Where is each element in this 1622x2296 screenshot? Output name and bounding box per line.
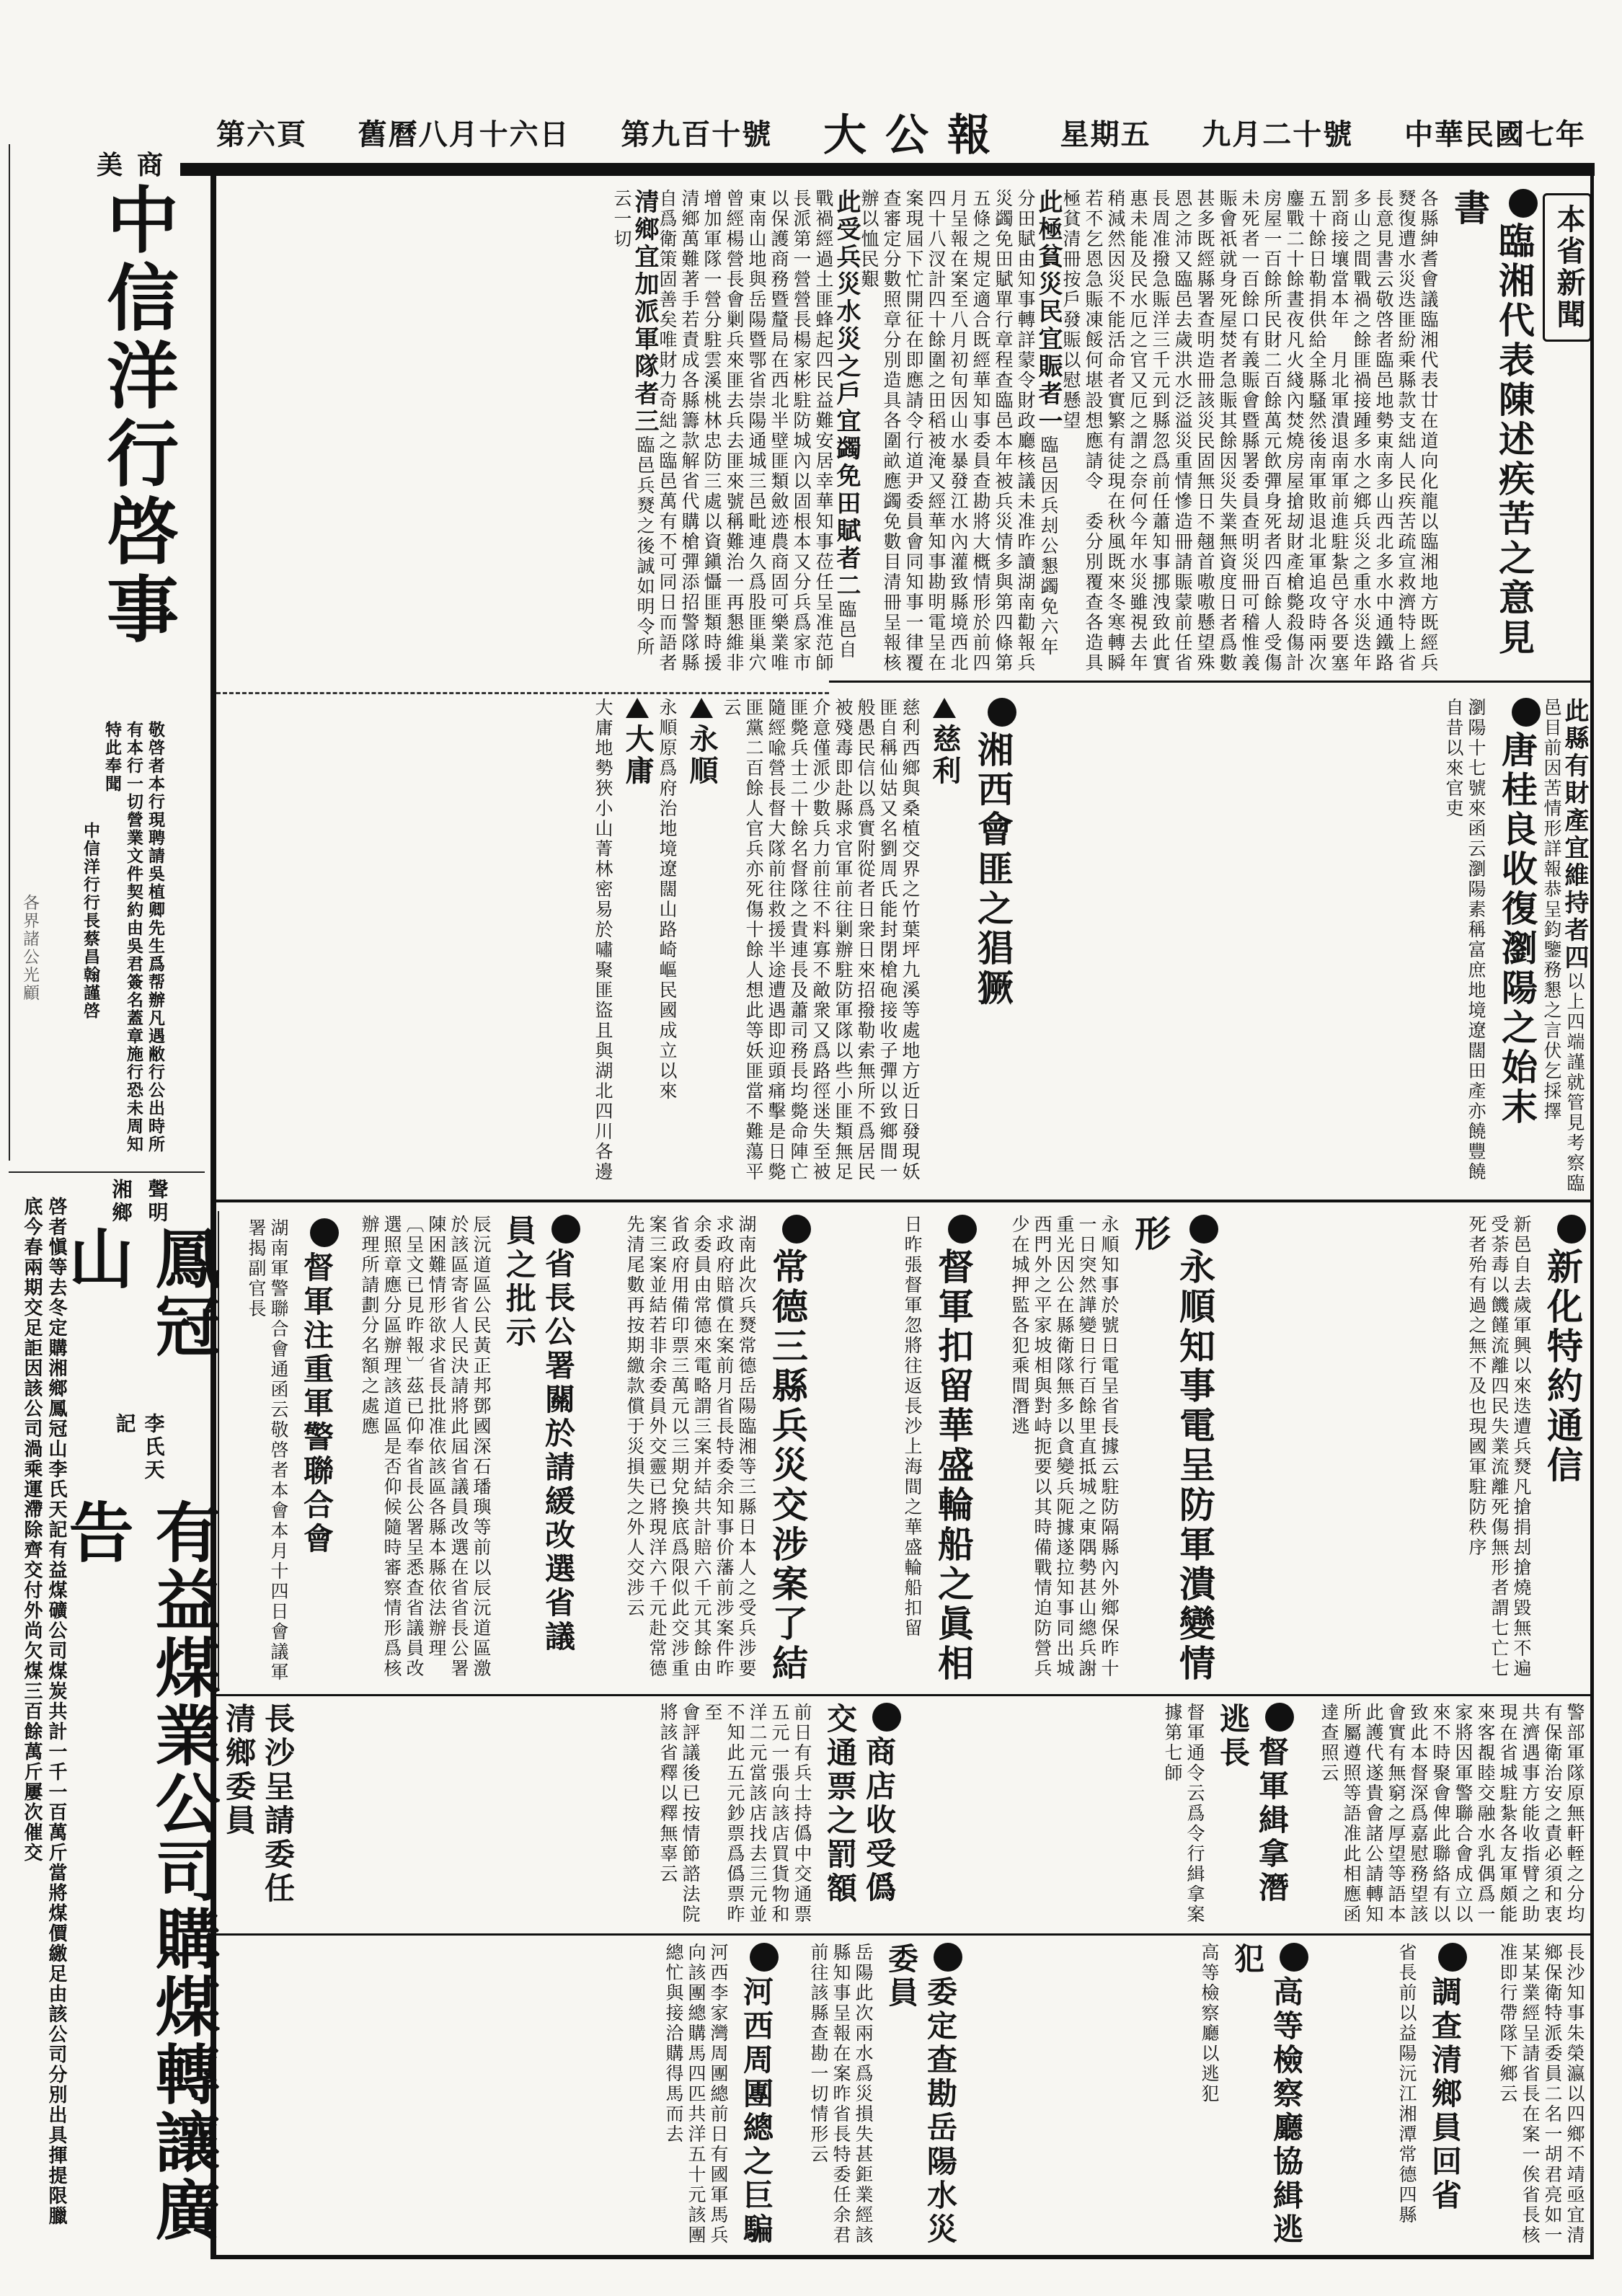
article-headline: 督軍注重軍警聯合會 (297, 1218, 339, 1683)
article-body: 高等檢察廳以逃犯 (1199, 1943, 1220, 2104)
bullet-icon (872, 1703, 901, 1732)
article-body: 慈利西鄉與桑植交界之竹葉坪九溪等處地方近日發現妖匪自稱仙姑又名劉周氏能封閉槍砲接收子彈以致鄉間一般愚民信以爲實附從者日衆日來招撥勒索無所不爲居民被殘毒即赴縣求官軍前往剿辦駐防軍隊以些小匪類無足介意僅派少數兵力前往不料寡不敵衆又爲路徑迷失至被匪斃兵士二十餘名督隊之貴連長及蕭司務長均斃命陣亡隨經喩營長督大隊前往救援半途遭遇即迎頭痛擊是日斃匪黨二百餘人官兵亦死傷十餘人想此等妖匪當不難蕩平云 (721, 698, 921, 1182)
article-gaodeng (966, 1943, 1308, 2251)
triangle-icon (626, 698, 649, 718)
article-linxiang (220, 189, 1538, 676)
article-subhead: 此極貧災民宜賑者一 (1034, 189, 1063, 435)
article-subhead: 此縣有財產宜維持者四 (1560, 698, 1589, 972)
article-huasheng (815, 1215, 977, 1687)
ad-tag-row (107, 1179, 172, 1225)
ad-title: 中信洋行啓事 (94, 182, 180, 650)
article-xiangxi (220, 698, 1016, 1195)
article-headline: 督軍緝拿潛逃長 (1213, 1703, 1294, 1928)
ad-title-2: 有益煤業公司購煤轉讓廣告 (57, 1499, 221, 2245)
article-headline: 督軍扣留華盛輪船之眞相 (931, 1215, 977, 1687)
weekday: 星期五 (1060, 117, 1151, 151)
article-subhead: 清鄉宜加派軍隊者三 (630, 189, 659, 435)
bullet-icon (1438, 1943, 1467, 1972)
article-changsha (218, 1703, 297, 1928)
article-headline: 臨湘代表陳述疾苦之意見書 (1447, 189, 1538, 676)
ad-title: 鳳冠山 (57, 1225, 221, 1360)
article-subhead: 此受兵災水災之戶宜蠲免田賦者二 (832, 189, 861, 600)
article-body: 臨邑因兵刦公懇蠲免六年分田賦由知事轉詳蒙令財政廳核議未准昨讀湖南勸報兵災蠲免田賦單行章程查臨邑本年被兵災情多與第四條第五條之規定適合既經華知事委員查勘將大概情形於前四月呈報在案至八月初旬因山水暴發江水內灌致縣境西北四十八汊計四十餘圍之田稻被淹又經華知事勘明電呈在案現屆下忙開征在即應請令行道尹委員會同知事一律覆查審定分數照章分別造具各圍畝應蠲免數目清冊呈報核辦以恤民艱 (859, 189, 1059, 673)
ad-place: 湘鄉 (109, 1179, 133, 1225)
article-tang (1024, 698, 1589, 1195)
bullet-icon (988, 698, 1016, 727)
ad-owner: 李氏天記 (112, 1413, 166, 1483)
bullet-icon (551, 1215, 580, 1244)
article-shangdian (298, 1703, 901, 1928)
bullet-icon (1280, 1943, 1308, 1972)
article-body: 瀏陽十七號來函云瀏陽素稱富庶地境遼闊田產亦饒豐饒自昔以來官吏 (1443, 698, 1486, 1182)
ad-fengguan-body: 啓者愼等去冬定購湘鄉鳳冠山李氏天記有益煤礦公司煤炭共計一千一百萬斤當將煤價繳足由該公司分別出具揮提限臘底今春兩期交足詎因該公司渦乘運滯除齊交付外尚欠煤三百餘萬斤屢次催交 (21, 1197, 67, 2226)
article-body: 岳陽此次兩水爲災損失甚鉅業經該縣知事呈報在案昨省長特委任余君前往該縣查勘一切情形云 (808, 1943, 874, 2246)
article-headline: 長沙呈請委任清鄉委員 (221, 1703, 296, 1906)
article-headline: 高等檢察廳協緝逃犯 (1228, 1943, 1308, 2251)
article-body: 臨邑兵燹之後誠如明令所云一切 (611, 189, 655, 657)
bullet-icon (1512, 698, 1541, 727)
article-headline: 常德三縣兵災交涉案了結 (765, 1215, 811, 1687)
article-yongshun (980, 1215, 1218, 1687)
lower-tier-rule-1 (216, 1694, 1590, 1696)
triangle-icon (933, 698, 956, 718)
article-headline: 唐桂良收復瀏陽之始末 (1494, 698, 1541, 1195)
section-label: 本省新聞 (1543, 193, 1592, 342)
article-subhead: 慈利 (926, 698, 963, 1195)
article-body: 長沙知事朱榮瀛以四鄉不靖亟宜清鄉保衛特派委員二名一胡君亮如一某某業經呈請省長在案一俟省長核准即行帶隊下鄉云 (1497, 1943, 1585, 2246)
ad-zhongxin-body (72, 721, 166, 1153)
masthead-bar (216, 107, 1586, 161)
ad-body: 敬啓者本行現聘請吳植卿先生爲帮辦凡遇敝行公出時所有本行一切營業文件契約由吳君簽名蓋章施行恐未周知特此奉聞 (102, 721, 165, 1153)
article-body: 會評議後已按情節諮法院將該省釋以釋無辜云 (657, 1703, 701, 1925)
article-weiding (782, 1943, 962, 2251)
article-body: 省長前以益陽沅江湘潭常德四縣 (1396, 1943, 1417, 2225)
article-body: 湖南軍警聯合會通函云敬啓者本會本月十四日會議軍署揭副官長 (246, 1218, 289, 1683)
article-body: 督軍通令云爲令行緝拿案據第七師 (1162, 1703, 1205, 1925)
article-body: 永順原爲府治地境遼闊山路崎嶇民國成立以來 (657, 698, 678, 1102)
article-junjing-continued (1298, 1703, 1586, 1928)
article-body: 臨邑自戰禍經過土匪蜂起四民益難安居幸華知事莅任呈准范師長派第一營營長楊家彬駐防城內以固根本又分兵爲家市以保護商務暨釐局在西北半壁匪類斂迹農商固可樂業唯東南山地與岳陽暨鄂省崇陽通城三邑毗連久爲股匪巢穴曾經楊營長會剿兵來匪去兵去匪來號稱難治一再懇維非增加軍隊一營分駐雲溪桃林忠防三處以資鎭懾匪類時援清鄉萬難著手若責成各縣籌款解省代購槍彈添招警隊縣自爲衛策固善矣唯財力奇絀之臨邑萬有不可同日而語者 (657, 189, 857, 673)
article-changde (584, 1215, 811, 1687)
newspaper-title: 大公報 (823, 110, 1009, 161)
frame-right (1590, 176, 1594, 2259)
issue-number: 第九百十號 (621, 117, 773, 151)
header-rule (180, 163, 1595, 176)
ad-tag: 美商 (96, 150, 177, 180)
article-subhead: 永順 (683, 698, 720, 1195)
article-headline: 永順知事電呈防軍潰變情形 (1127, 1215, 1218, 1687)
article-headline: 新化特約通信 (1540, 1215, 1586, 1687)
bullet-icon (1265, 1703, 1294, 1732)
ad-zhongxin-side-note: 各界諸公光顧 (20, 894, 39, 1002)
bullet-icon (948, 1215, 977, 1244)
page-number: 第六頁 (216, 117, 307, 151)
article-hexi (220, 1943, 779, 2251)
frame-bottom (210, 2255, 1594, 2259)
upper-tier-rule (829, 681, 1590, 683)
article-body: 以上四端謹就管見考察臨邑目前因苦情形詳報恭呈鈞鑒務懇之言伏乞採擇 (1541, 698, 1585, 1194)
ad-fengguan-header (57, 1179, 221, 2253)
lunar-date: 舊曆八月十六日 (358, 117, 570, 151)
triangle-icon (690, 698, 713, 718)
article-changsha-continued (1471, 1943, 1586, 2251)
article-headline: 調查清鄉員回省 (1425, 1943, 1467, 2251)
half-page-rule (216, 1200, 1590, 1202)
article-body: 湖南此次兵燹常德岳陽臨湘等三縣日本人之受兵涉要求政府賠償在案前月省長特委余知事价藩前涉案件昨余委員由常德來電略謂三案并結共計賠六千元其餘由省政府用備印票三萬元以三期兌換底爲限似此交涉重案三案並結若非余委員外交靈已將現洋六千元赴常德先清尾數再按期繳款償于災損失之外人交涉云 (624, 1215, 757, 1679)
article-headline: 河西周團總之巨騙 (737, 1943, 779, 2251)
article-junjing (223, 1218, 339, 1683)
date: 九月二十號 (1202, 117, 1354, 151)
article-body: 河西李家灣周團總前日有國軍馬兵向該團總購馬四匹共洋五十元該團總忙與接洽購得馬而去 (663, 1943, 729, 2246)
bullet-icon (750, 1943, 779, 1972)
article-headline: 商店收受僞交通票之罰額 (820, 1703, 901, 1928)
article-diaocha (1312, 1943, 1467, 2251)
bullet-icon (310, 1218, 339, 1247)
bullet-icon (1189, 1215, 1218, 1244)
article-shengzhang (346, 1215, 580, 1687)
article-jina (908, 1703, 1294, 1928)
date-roc: 中華民國七年 (1404, 117, 1586, 151)
article-xinhua (1226, 1215, 1586, 1687)
bullet-icon (782, 1215, 811, 1244)
article-body: 警部軍隊原無軒輊之分均有保衛治安之責必須和衷共濟遇事方能收指臂之助現在省城駐紮各友軍頗能來客覩睦交融水乳偶爲一家將因軍警聯合會成立以來不時聚會俾此聯絡有以致此本督深爲嘉慰務望該會實有無窮之厚望等語本此護代遂貴會諸公請轉知所屬遵照等語准此相應函達查照云 (1319, 1703, 1585, 1925)
article-body: 新邑自去歲軍興以來迭遭兵燹凡搶捐刦搶燒毀無不遍受荼毒以饑饉流離四民失業流離死傷無形者謂七亡七死者殆有過之無不及也現國軍駐防秩序 (1466, 1215, 1532, 1679)
bullet-icon (1557, 1215, 1586, 1244)
ad-signature: 中信洋行行長蔡昌翰謹啓 (81, 822, 100, 1020)
article-body: 大庸地勢狹小山菁林密易於嘯聚匪盜且與湖北四川各邊 (593, 698, 613, 1182)
ad-zhongxin-header (68, 148, 205, 717)
article-headline: 委定查勘岳陽水災委員 (882, 1943, 962, 2251)
article-body: 日昨張督軍忽將往返長沙上海間之華盛輪船扣留 (902, 1215, 923, 1639)
article-subhead: 大庸 (619, 698, 656, 1195)
lower-tier-rule-2 (216, 1933, 1590, 1936)
article-body: 辰沅道區公民黃正邦鄧國深石璠璵等前以辰沅道區激於該區寄省人民決請將此屆省議員改選在省省長公署陳困難情形欲求省長批准依該區各縣本縣依法辦理〔呈文已見昨報〕茲已仰奉省長公署呈悉查省議員改選照章應分區辦理該道區是否仰候隨時審察情形爲核辦理所請劃分名額之處應 (359, 1215, 492, 1679)
article-headline: 湘西會匪之猖獗 (970, 698, 1016, 1195)
ad-tag: 聲明 (145, 1179, 169, 1225)
article-headline: 省長公署關於請緩改選省議員之批示 (500, 1215, 580, 1687)
bullet-icon (1509, 189, 1538, 218)
upper-tier-dotted-rule (216, 692, 829, 694)
bullet-icon (934, 1943, 962, 1972)
article-body: 各縣紳耆會議臨湘代表廿在道向化龍以臨湘地方既經兵燹復遭水災迭匪紛乘縣款支絀人民疾苦疏宣救濟特上省長意見書云敬啓者臨邑地勢東南多山西北多水中通鐵路多山之間戰禍之餘匪禍接踵多水之鄉兵災之重水災迭年罰商接壤當本年 月北軍潰退南軍前進駐紮邑守各要塞五十餘日勒捐供給全縣騷然後南軍敗退北軍追攻時兩次鏖戰二十餘晝夜凡火綫內焚燒房屋搶刼財產槍斃殺傷計房屋一百餘所民財二百餘萬元飲彈身死者四百餘人受傷未死者一百餘口有義賑會暨縣署委員查明災冊可稽惟義賑會祇就身死屋焚者急賑其餘因災失業無資度日者爲數甚多既經縣署查明造冊該災民固無日不翹首嗷嗷懸望殊恩之沛又臨邑去歲洪水泛溢災重情慘造冊請賑蒙前任省長周准撥急賑洋三千元到縣忽爲前任蕭知事挪洩致此實惠未能及民水厄之官又厄之謂之奈何今年水災雖視去年稍減然因災不能活命者實繁有徒現在秋風既來冬寒轉瞬若不乞恩急賑凍餒何堪設想應請令 委分別覆查各造具極貧清冊按戶發賑以慰懸望 (1060, 189, 1439, 673)
article-body: 前日有兵士持僞中交通票五元一張向該店買貨物和洋二元當該店找去三元並不知此五元鈔票爲僞票昨至 (702, 1703, 812, 1925)
article-body: 永順知事於號日電呈省長據云駐防隔縣內外鄉保昨十一日突然譁變日行百餘里直抵城之東隅勢甚山總兵謝重光因公在縣衛隊無多以貪變兵阨據遂拉知事同出城西門外之平家坡相與對峙扼要以其時備戰情迫防營兵少在城押監各犯乘間潛逃 (1009, 1215, 1120, 1679)
